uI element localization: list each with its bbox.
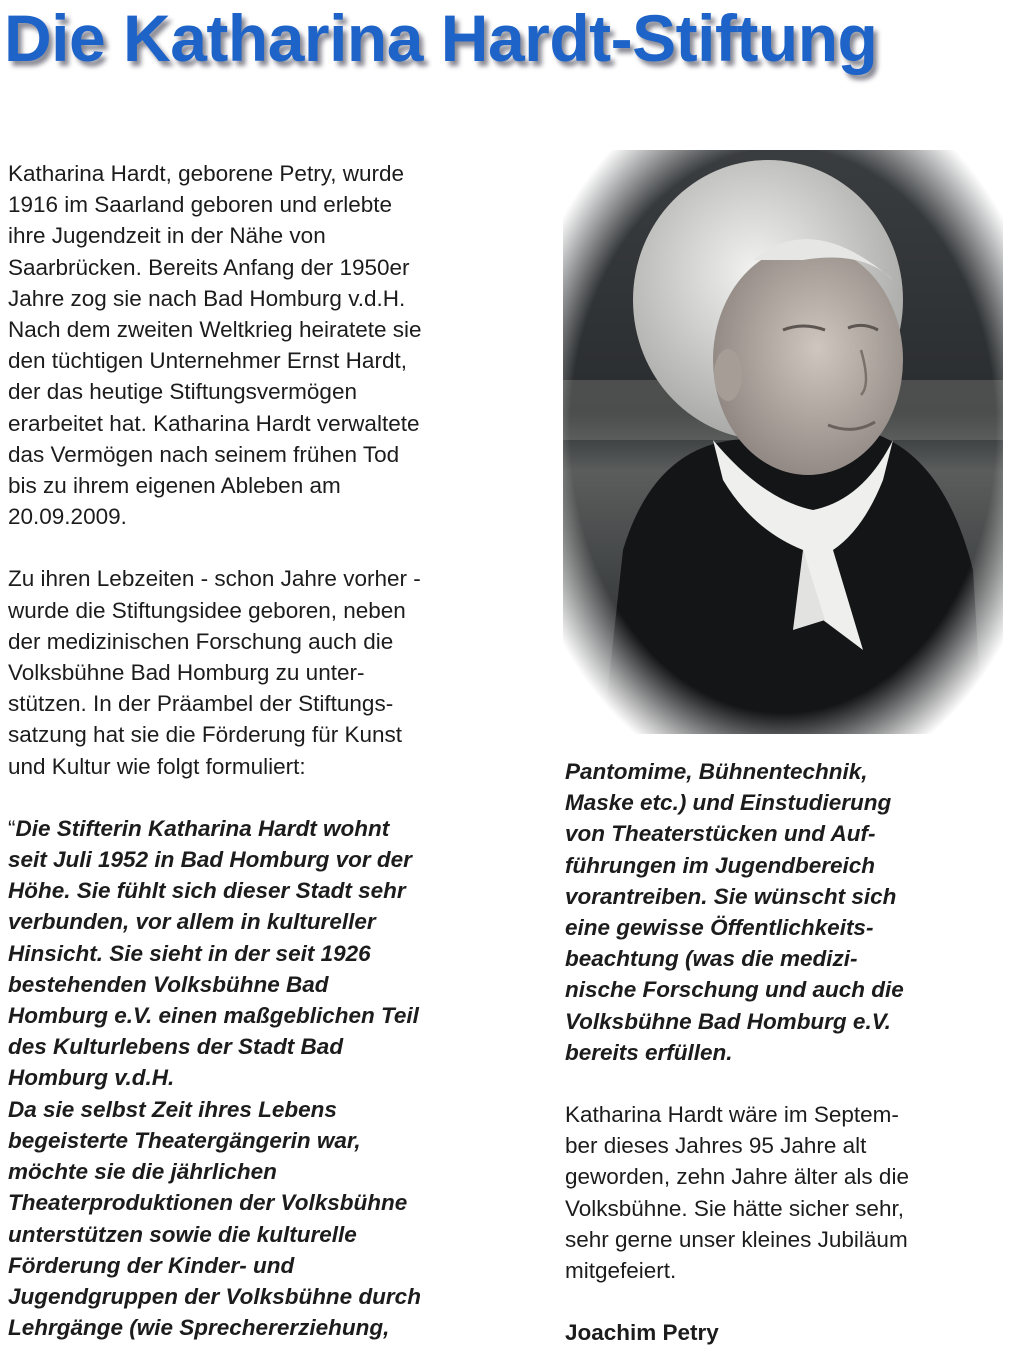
quote-line: Förderung der Kinder- und (8, 1252, 295, 1278)
quote-line: führungen im Jugendbereich (565, 852, 876, 878)
quote-line: Homburg v.d.H. (8, 1065, 175, 1091)
text-line: 20.09.2009. (8, 504, 127, 530)
text-line: Katharina Hardt, geborene Petry, wurde (8, 161, 405, 186)
quote-line: Maske etc.) und Einstudierung (565, 790, 892, 816)
quote-line: bereits erfüllen. (565, 1039, 733, 1065)
quote-line: Jugendgruppen der Volksbühne durch (8, 1283, 421, 1309)
quote-line: begeisterte Theatergängerin war, (8, 1127, 361, 1153)
quote-line: “Die Stifterin Katharina Hardt wohnt (8, 815, 390, 841)
signature (565, 1317, 1005, 1348)
text-line: ber dieses Jahres 95 Jahre alt (565, 1133, 867, 1159)
text-line: der das heutige Stiftungsvermögen (8, 379, 357, 405)
text-line: sehr gerne unser kleines Jubiläum (565, 1226, 908, 1252)
text-line: bis zu ihrem eigenen Ableben am (8, 473, 341, 499)
quote-line: von Theaterstücken und Auf- (565, 821, 876, 847)
text-line: satzung hat sie die Förderung für Kunst (8, 722, 402, 748)
text-line: wurde die Stiftungsidee geboren, neben (8, 597, 406, 623)
portrait-photo (563, 150, 1003, 734)
text-line: Nach dem zweiten Weltkrieg heiratete sie (8, 317, 422, 343)
quote-line: bestehenden Volksbühne Bad (8, 971, 329, 997)
foundation-paragraph (8, 563, 538, 781)
text-line: der medizinischen Forschung auch die (8, 628, 394, 654)
quote-line: Höhe. Sie fühlt sich dieser Stadt sehr (8, 878, 406, 904)
text-line: ihre Jugendzeit in der Nähe von (8, 223, 326, 249)
quote-line: seit Juli 1952 in Bad Homburg vor der (8, 847, 412, 873)
paragraph-gap (8, 782, 538, 813)
quote-line: verbunden, vor allem in kultureller (8, 909, 376, 935)
quote-line: beachtung (was die medizi- (565, 946, 858, 972)
preamble-quote-continued (565, 756, 1005, 1068)
right-column (565, 756, 1005, 1348)
opening-quote-mark: “ (8, 815, 16, 841)
quote-line: Da sie selbst Zeit ihres Lebens (8, 1096, 337, 1122)
author-name: Joachim Petry (565, 1320, 719, 1346)
quote-line: Pantomime, Bühnentechnik, (565, 759, 868, 784)
text-line: Jahre zog sie nach Bad Homburg v.d.H. (8, 285, 406, 311)
portrait-photo-icon (563, 150, 1003, 734)
quote-line: vorantreiben. Sie wünscht sich (565, 883, 897, 909)
quote-line: Hinsicht. Sie sieht in der seit 1926 (8, 940, 371, 966)
text-line: den tüchtigen Unternehmer Ernst Hardt, (8, 348, 407, 374)
text-line: Saarbrücken. Bereits Anfang der 1950er (8, 254, 410, 280)
quote-line: nische Forschung und auch die (565, 977, 904, 1003)
text-line: mitgefeiert. (565, 1258, 677, 1284)
text-line: das Vermögen nach seinem frühen Tod (8, 441, 400, 467)
biography-paragraph (8, 158, 538, 532)
text-line: Katharina Hardt wäre im Septem- (565, 1102, 899, 1128)
text-line: stützen. In der Präambel der Stiftungs- (8, 691, 394, 717)
text-line: geworden, zehn Jahre älter als die (565, 1164, 909, 1190)
left-column (8, 158, 538, 1343)
preamble-quote (8, 813, 538, 1343)
quote-line: Homburg e.V. einen maßgeblichen Teil (8, 1003, 419, 1029)
text-line: 1916 im Saarland geboren und erlebte (8, 192, 393, 218)
paragraph-gap (565, 1068, 1005, 1099)
closing-paragraph (565, 1099, 1005, 1286)
quote-line: Volksbühne Bad Homburg e.V. (565, 1008, 891, 1034)
text-line: Zu ihren Lebzeiten - schon Jahre vorher - (8, 566, 421, 592)
paragraph-gap (565, 1286, 1005, 1317)
text-line: Volksbühne Bad Homburg zu unter- (8, 660, 365, 686)
paragraph-gap (8, 532, 538, 563)
text-line: erarbeitet hat. Katharina Hardt verwaltete (8, 410, 420, 436)
text-line: Volksbühne. Sie hätte sicher sehr, (565, 1195, 904, 1221)
quote-line: des Kulturlebens der Stadt Bad (8, 1034, 344, 1060)
quote-line: Lehrgänge (wie Sprechererziehung, (8, 1315, 390, 1341)
page-title: Die Katharina Hardt-Stiftung (4, 1, 878, 75)
text-line: und Kultur wie folgt formuliert: (8, 753, 306, 779)
quote-line: möchte sie die jährlichen (8, 1159, 277, 1185)
quote-line: Theaterproduktionen der Volksbühne (8, 1190, 408, 1216)
quote-line: unterstützen sowie die kulturelle (8, 1221, 357, 1247)
quote-line: eine gewisse Öffentlichkeits- (565, 915, 874, 941)
